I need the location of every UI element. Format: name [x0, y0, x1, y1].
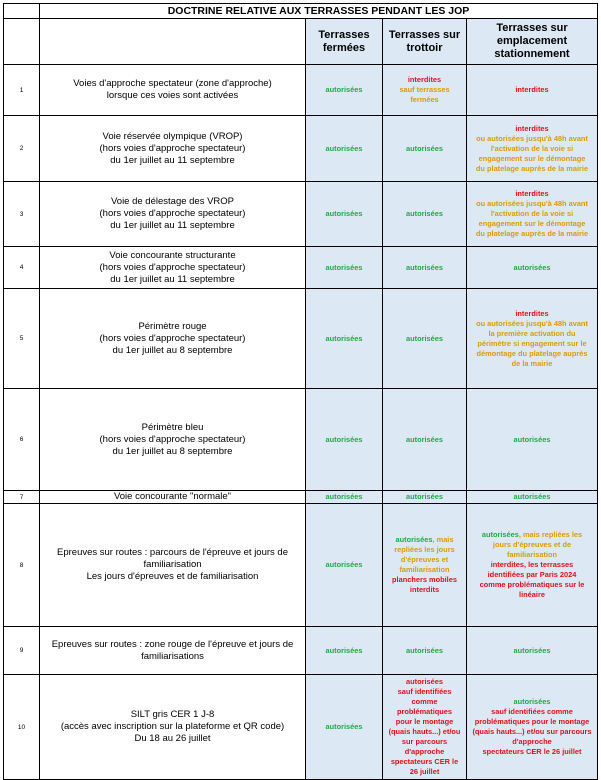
status-line — [469, 124, 595, 134]
status-text: périmètre si engagement sur le — [477, 338, 587, 348]
status-line — [308, 334, 380, 344]
row-number: 7 — [4, 491, 40, 504]
description-line: (hors voies d'approche spectateur) — [99, 142, 246, 154]
cell-c2 — [383, 289, 467, 389]
status-line — [469, 646, 595, 656]
status-text: autorisées — [513, 697, 551, 706]
row-description — [40, 65, 306, 116]
status-line — [385, 75, 464, 85]
status-text: autorisées — [325, 434, 363, 444]
row-number: 1 — [4, 65, 40, 116]
status-line — [469, 339, 595, 349]
status-line — [308, 722, 380, 732]
cell-c1 — [306, 504, 383, 627]
status-line — [469, 727, 595, 737]
status-line — [385, 727, 464, 737]
status-text: sauf identifiées comme — [491, 707, 573, 716]
status-line — [469, 707, 595, 717]
status-text: de la mairie — [511, 358, 553, 368]
cell-c3 — [467, 504, 598, 627]
description-line: Voie réservée olympique (VROP) — [102, 130, 243, 142]
cell-c3 — [467, 491, 598, 504]
status-line — [385, 334, 464, 344]
status-line — [308, 560, 380, 570]
cell-c2 — [383, 627, 467, 675]
status-text: problématiques pour le montage — [474, 717, 590, 726]
status-line — [308, 85, 380, 95]
status-text: autorisées — [395, 535, 433, 544]
status-line — [469, 560, 595, 570]
cell-c1 — [306, 389, 383, 491]
description-line: Epreuves sur routes : parcours de l'épreuve et jours de — [57, 547, 288, 558]
status-text: autorisées — [406, 492, 443, 501]
row-description — [40, 504, 306, 627]
corner-cell — [4, 4, 40, 19]
status-text: sur parcours — [401, 737, 448, 746]
doctrine-table — [3, 3, 598, 780]
status-line — [385, 575, 464, 585]
table-title: DOCTRINE RELATIVE AUX TERRASSES PENDANT LES JOP — [40, 4, 598, 19]
status-text: identifiées par Paris 2024 — [487, 570, 577, 579]
status-text: autorisées — [325, 85, 363, 94]
status-line — [308, 492, 380, 502]
cell-c2 — [383, 491, 467, 504]
description-line: du 1er juillet au 11 septembre — [110, 154, 235, 166]
cell-c1 — [306, 491, 383, 504]
row-description — [40, 627, 306, 675]
header-terrasses-trottoir: Terrasses sur trottoir — [383, 19, 467, 65]
status-text: spectateurs CER le 26 juillet — [482, 747, 582, 756]
description-line: (hors voies d'approche spectateur) — [99, 261, 246, 273]
status-line — [385, 747, 464, 757]
row-description — [40, 116, 306, 182]
status-line — [469, 697, 595, 707]
status-text: interdites, les terrasses — [490, 560, 574, 569]
status-line — [385, 263, 464, 273]
status-line — [385, 85, 464, 95]
status-line — [308, 435, 380, 445]
status-line — [469, 717, 595, 727]
status-text: autorisées — [325, 262, 363, 272]
status-text: pour le montage — [395, 717, 454, 726]
status-line — [469, 319, 595, 329]
status-suffix: , mais repliées les — [518, 530, 583, 539]
status-line — [469, 580, 595, 590]
status-text: familiarisation — [506, 550, 558, 559]
cell-c1 — [306, 116, 383, 182]
cell-c3 — [467, 247, 598, 289]
status-line — [385, 209, 464, 219]
status-line — [385, 687, 464, 697]
row-description — [40, 491, 306, 504]
status-text: du platelage auprès de la mairie — [475, 163, 589, 173]
description-line: Périmètre rouge — [138, 320, 207, 332]
description-line: (hors voies d'approche spectateur) — [99, 332, 246, 344]
status-text: autorisées — [481, 530, 519, 539]
description-line: du 1er juillet au 11 septembre — [110, 273, 235, 285]
description-line: Epreuves sur routes : zone rouge de l'épreuve et jours de — [51, 638, 294, 650]
status-text: l'activation de la voie si — [490, 143, 574, 153]
status-text: interdites — [515, 308, 549, 318]
cell-c1 — [306, 627, 383, 675]
table-row — [4, 675, 598, 780]
status-line — [385, 757, 464, 767]
status-text: engagement sur le démontage — [478, 219, 586, 228]
status-text: repliées les jours — [394, 545, 455, 554]
status-text: d'approche — [512, 737, 552, 746]
status-text: autorisées — [406, 434, 443, 444]
status-line — [469, 349, 595, 359]
status-line — [469, 359, 595, 369]
status-line — [385, 697, 464, 707]
table-row — [4, 247, 598, 289]
status-text: autorisées — [406, 645, 443, 655]
status-text: autorisées — [406, 209, 443, 218]
status-line — [385, 95, 464, 105]
header-terrasses-stationnement: Terrasses sur emplacement stationnement — [467, 19, 598, 65]
status-text: autorisées — [406, 333, 443, 343]
description-line: (accès avec inscription sur la plateforme et QR code) — [60, 721, 285, 732]
status-line — [308, 209, 380, 219]
status-line — [469, 144, 595, 154]
status-line — [385, 555, 464, 565]
row-description — [40, 289, 306, 389]
status-line — [385, 435, 464, 445]
cell-c3 — [467, 627, 598, 675]
row-description — [40, 182, 306, 247]
status-line — [469, 550, 595, 560]
status-line — [469, 189, 595, 199]
row-number: 2 — [4, 116, 40, 182]
description-line: familiarisations — [141, 650, 204, 662]
status-suffix: , mais — [432, 535, 454, 544]
status-text: autorisées — [406, 262, 443, 272]
status-text: comme problématiques sur le — [479, 580, 585, 589]
cell-c1 — [306, 289, 383, 389]
status-text: autorisées — [513, 262, 551, 272]
status-line — [469, 154, 595, 164]
status-text: d'épreuves et — [400, 555, 449, 564]
status-text: 26 juillet — [409, 767, 440, 776]
status-text: interdites — [515, 85, 549, 94]
status-line — [385, 144, 464, 154]
description-line: du 1er juillet au 8 septembre — [112, 445, 233, 457]
status-text: autorisées — [325, 722, 363, 731]
description-line: lorsque ces voies sont activées — [106, 90, 239, 101]
row-number: 10 — [4, 675, 40, 780]
status-line — [385, 585, 464, 595]
status-line — [469, 492, 595, 502]
status-text: familiarisation — [399, 565, 450, 574]
header-description — [40, 19, 306, 65]
description-line: (hors voies d'approche spectateur) — [99, 433, 246, 445]
row-number: 3 — [4, 182, 40, 247]
status-line — [469, 199, 595, 209]
table-row — [4, 389, 598, 491]
status-line — [469, 209, 595, 219]
table-row — [4, 504, 598, 627]
cell-c2 — [383, 182, 467, 247]
status-text: d'approche — [404, 747, 445, 756]
row-description — [40, 675, 306, 780]
status-line — [385, 535, 464, 545]
table-row — [4, 289, 598, 389]
cell-c2 — [383, 675, 467, 780]
status-line — [469, 134, 595, 144]
status-text: autorisées — [513, 434, 551, 444]
description-line: Voie concourante "normale" — [113, 491, 232, 502]
row-number: 6 — [4, 389, 40, 491]
status-line — [385, 677, 464, 687]
cell-c3 — [467, 116, 598, 182]
status-text: sauf identifiées — [397, 687, 452, 696]
status-text: (quais hauts...) et/ou sur parcours — [472, 727, 592, 736]
status-line — [469, 530, 595, 540]
row-number: 5 — [4, 289, 40, 389]
status-text: spectateurs CER le — [390, 757, 459, 766]
status-text: autorisées — [325, 333, 363, 343]
cell-c1 — [306, 65, 383, 116]
row-number: 9 — [4, 627, 40, 675]
status-text: engagement sur le démontage — [478, 153, 586, 163]
status-text: autorisées — [513, 645, 551, 655]
status-line — [469, 590, 595, 600]
cell-c1 — [306, 182, 383, 247]
status-text: la première activation du — [488, 328, 576, 338]
row-number: 8 — [4, 504, 40, 627]
description-line: Voie concourante structurante — [109, 249, 236, 261]
status-text: linéaire — [519, 590, 545, 599]
status-text: interdites — [515, 123, 549, 133]
status-line — [385, 492, 464, 502]
status-text: planchers mobiles — [392, 575, 457, 584]
description-line: Les jours d'épreuves et de familiarisation — [86, 571, 259, 582]
status-text: fermées — [410, 95, 439, 104]
cell-c3 — [467, 65, 598, 116]
cell-c1 — [306, 675, 383, 780]
header-number — [4, 19, 40, 65]
status-line — [469, 263, 595, 273]
status-text: interdits — [409, 585, 440, 594]
status-line — [469, 540, 595, 550]
status-line — [469, 219, 595, 229]
status-line — [469, 164, 595, 174]
description-line: familiarisation — [143, 559, 202, 570]
status-text: autorisées — [325, 560, 363, 569]
status-line — [308, 144, 380, 154]
status-text: l'activation de la voie si — [490, 209, 574, 218]
status-line — [385, 707, 464, 717]
description-line: (hors voies d'approche spectateur) — [99, 208, 246, 219]
status-line — [469, 570, 595, 580]
table-row — [4, 491, 598, 504]
status-line — [469, 329, 595, 339]
status-text: autorisées — [513, 492, 551, 501]
status-text: autorisées — [325, 492, 363, 501]
cell-c3 — [467, 675, 598, 780]
status-line — [385, 737, 464, 747]
status-text: ou autorisées jusqu'à 48h avant — [476, 318, 588, 328]
status-line — [469, 309, 595, 319]
status-line — [308, 646, 380, 656]
description-line: Du 18 au 26 juillet — [134, 733, 211, 744]
table-row — [4, 65, 598, 116]
cell-c2 — [383, 116, 467, 182]
status-text: du platelage auprès de la mairie — [475, 229, 589, 238]
status-text: autorisées — [406, 143, 443, 153]
status-text: interdites — [407, 75, 442, 84]
status-text: ou autorisées jusqu'à 48h avant — [476, 133, 588, 143]
cell-c1 — [306, 247, 383, 289]
status-line — [469, 747, 595, 757]
table-row — [4, 627, 598, 675]
status-line — [385, 565, 464, 575]
status-line — [385, 545, 464, 555]
status-text: démontage du platelage auprès — [476, 348, 588, 358]
status-text: autorisées — [325, 645, 363, 655]
row-description — [40, 389, 306, 491]
description-line: Voie de délestage des VROP — [110, 196, 235, 207]
status-text: autorisées — [325, 143, 363, 153]
status-line — [308, 263, 380, 273]
cell-c3 — [467, 182, 598, 247]
row-description — [40, 247, 306, 289]
cell-c2 — [383, 504, 467, 627]
description-line: du 1er juillet au 11 septembre — [110, 220, 235, 231]
table-row — [4, 182, 598, 247]
status-line — [469, 737, 595, 747]
table-row — [4, 116, 598, 182]
cell-c2 — [383, 65, 467, 116]
cell-c3 — [467, 289, 598, 389]
status-text: jours d'épreuves et de — [492, 540, 572, 549]
status-line — [385, 717, 464, 727]
cell-c2 — [383, 389, 467, 491]
header-terrasses-fermees: Terrasses fermées — [306, 19, 383, 65]
description-line: Périmètre bleu — [141, 421, 204, 433]
status-text: sauf terrasses — [399, 85, 450, 94]
status-text: (quais hauts...) et/ou — [388, 727, 461, 736]
cell-c2 — [383, 247, 467, 289]
status-line — [385, 646, 464, 656]
status-line — [469, 229, 595, 239]
status-text: comme — [411, 697, 438, 706]
status-text: problématiques — [396, 707, 453, 716]
row-number: 4 — [4, 247, 40, 289]
cell-c3 — [467, 389, 598, 491]
description-line: Voies d'approche spectateur (zone d'approche) — [73, 78, 272, 89]
status-line — [469, 435, 595, 445]
status-text: autorisées — [325, 209, 363, 218]
status-text: autorisées — [406, 677, 443, 686]
description-line: SILT gris CER 1 J-8 — [130, 709, 215, 720]
status-line — [469, 85, 595, 95]
description-line: du 1er juillet au 8 septembre — [112, 344, 233, 356]
status-text: interdites — [515, 189, 549, 198]
status-text: ou autorisées jusqu'à 48h avant — [476, 199, 588, 208]
